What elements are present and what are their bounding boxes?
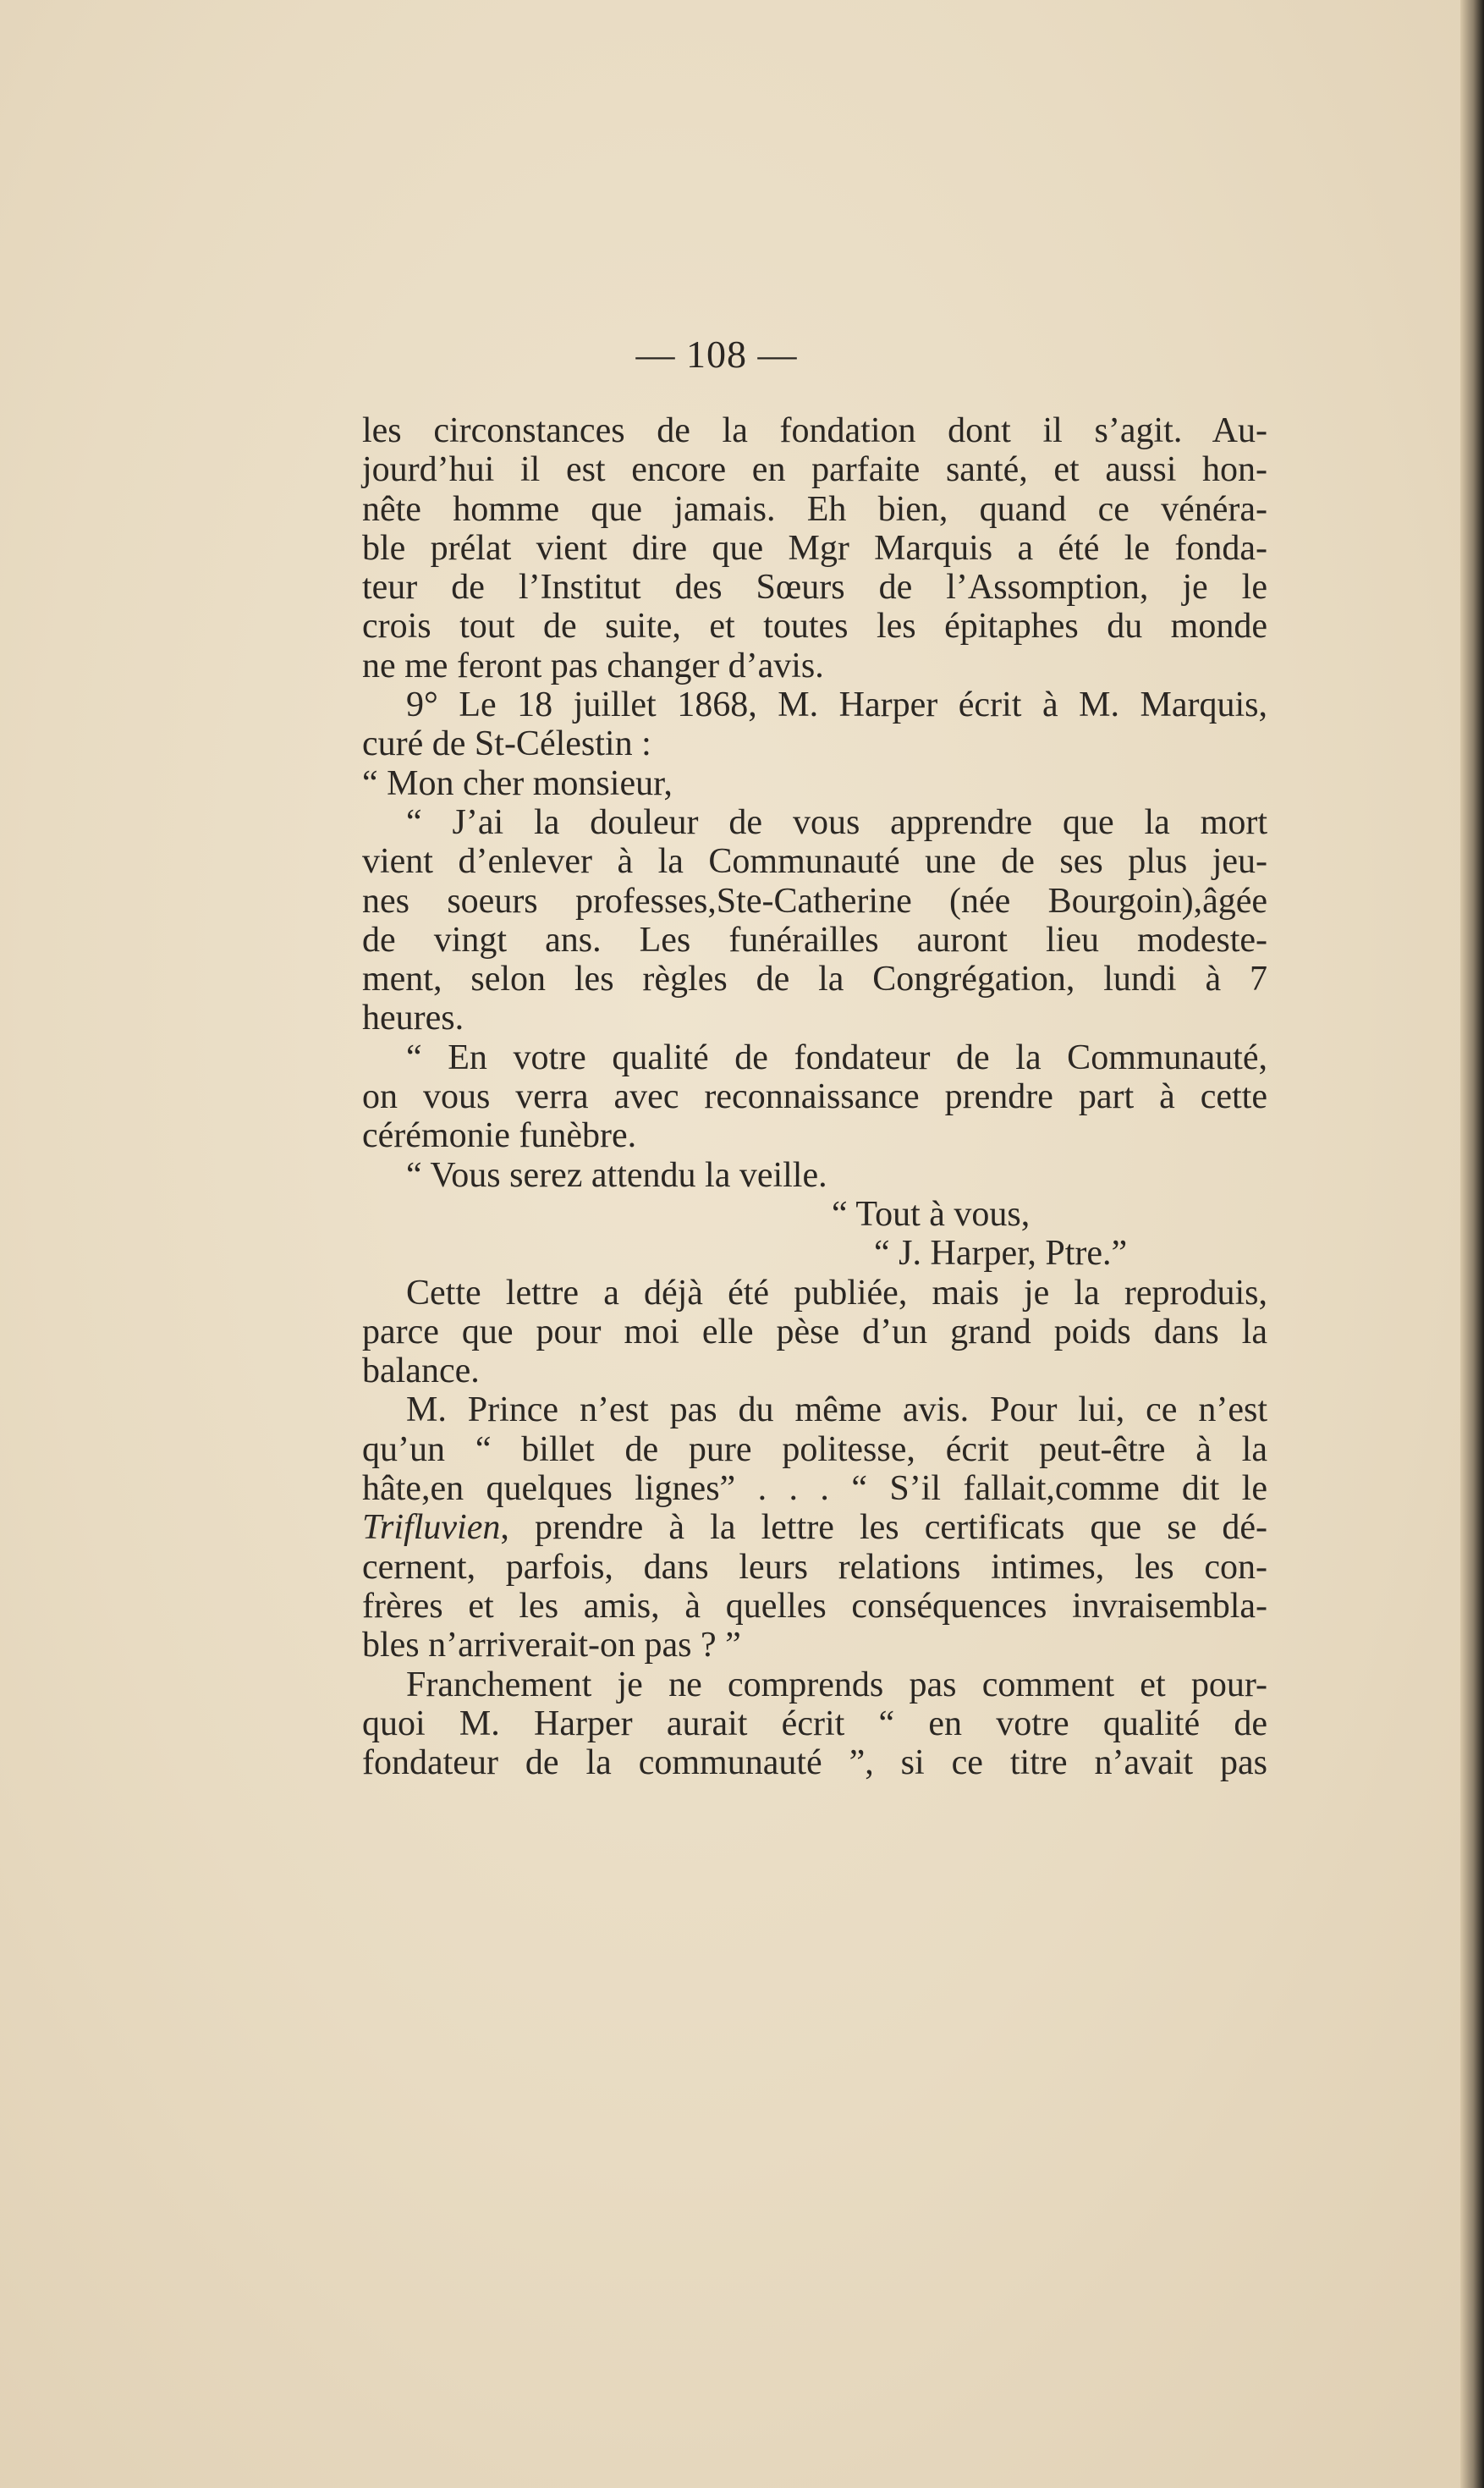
- text-line: teur de l’Institut des Sœurs de l’Assomption, je le: [362, 568, 1267, 608]
- text-line: de vingt ans. Les funérailles auront lieu modeste-: [362, 920, 1267, 960]
- text-line: balance.: [362, 1351, 480, 1391]
- text-line: cernent, parfois, dans leurs relations intimes, les con-: [362, 1547, 1267, 1587]
- text-line: nes soeurs professes,Ste-Catherine (née Bourgoin),âgée: [362, 881, 1267, 921]
- text-line: [362, 1508, 1267, 1547]
- text-fragment: , prendre à la lettre les certificats que se dé-: [500, 1508, 1267, 1548]
- text-line: quoi M. Harper aurait écrit “ en votre qualité de: [362, 1704, 1267, 1743]
- text-line: heures.: [362, 999, 464, 1038]
- text-line: les circonstances de la fondation dont il s’agit. Au-: [362, 411, 1267, 450]
- text-line: “ Mon cher monsieur,: [362, 763, 673, 803]
- text-line: parce que pour moi elle pèse d’un grand poids dans la: [362, 1312, 1267, 1351]
- text-line: ble prélat vient dire que Mgr Marquis a été le fonda-: [362, 528, 1267, 568]
- text-line: “ J. Harper, Ptre.”: [874, 1234, 1128, 1274]
- text-line: Cette lettre a déjà été publiée, mais je la reproduis,: [406, 1273, 1267, 1313]
- page-number: — 108 —: [635, 333, 798, 376]
- text-line: ment, selon les règles de la Congrégation, lundi à 7: [362, 960, 1267, 999]
- text-line: crois tout de suite, et toutes les épitaphes du monde: [362, 607, 1267, 647]
- text-line: nête homme que jamais. Eh bien, quand ce vénéra-: [362, 489, 1267, 529]
- text-line: curé de St-Célestin :: [362, 724, 651, 764]
- text-line: “ Tout à vous,: [832, 1194, 1031, 1234]
- text-line: jourd’hui il est encore en parfaite santé, et aussi hon-: [362, 450, 1267, 490]
- text-line: “ Vous serez attendu la veille.: [406, 1155, 827, 1195]
- italic-word: Trifluvien: [362, 1508, 501, 1548]
- text-line: ne me feront pas changer d’avis.: [362, 646, 824, 685]
- text-line: frères et les amis, à quelles conséquences invraisembla-: [362, 1586, 1267, 1626]
- text-line: Franchement je ne comprends pas comment et pour-: [406, 1665, 1267, 1704]
- text-line: on vous verra avec reconnaissance prendre part à cette: [362, 1077, 1267, 1117]
- text-line: cérémonie funèbre.: [362, 1116, 637, 1156]
- text-line: “ J’ai la douleur de vous apprendre que la mort: [406, 802, 1267, 842]
- text-line: fondateur de la communauté ”, si ce titre n’avait pas: [362, 1743, 1267, 1783]
- text-line: bles n’arriverait-on pas ? ”: [362, 1626, 741, 1665]
- body-text: [362, 411, 1267, 1782]
- text-line: hâte,en quelques lignes” . . . “ S’il fallait,comme dit le: [362, 1469, 1267, 1509]
- text-line: “ En votre qualité de fondateur de la Communauté,: [406, 1038, 1267, 1077]
- text-line: qu’un “ billet de pure politesse, écrit peut-être à la: [362, 1429, 1267, 1469]
- text-line: 9° Le 18 juillet 1868, M. Harper écrit à M. Marquis,: [406, 685, 1267, 725]
- text-line: M. Prince n’est pas du même avis. Pour lui, ce n’est: [406, 1390, 1267, 1430]
- text-line: vient d’enlever à la Communauté une de ses plus jeu-: [362, 842, 1267, 882]
